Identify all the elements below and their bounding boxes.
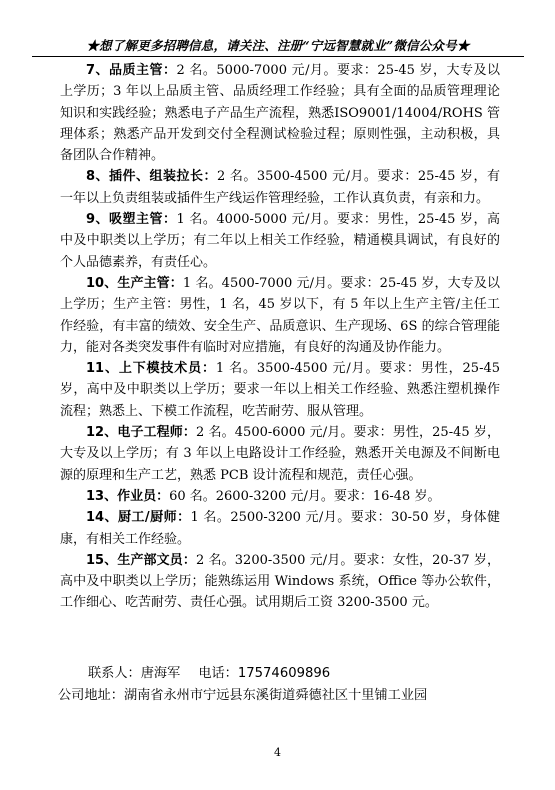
job-detail: 2 名。3500-4500 元/月。要求：25-45 岁，有一年以上负责组装或插件生产线运作管理经验，工作认真负责，有亲和力。 (60, 169, 501, 206)
contact-info (58, 663, 528, 707)
wechat-banner: ★想了解更多招聘信息，请关注、注册“宁远智慧就业”微信公众号★ (86, 38, 470, 53)
job-detail: 1 名。2500-3200 元/月。要求：30-50 岁，身体健康，有相关工作经验。 (60, 510, 500, 547)
job-title: 14、厨工/厨师： (86, 510, 191, 526)
job-title: 13、作业员： (86, 488, 170, 504)
job-detail: 60 名。2600-3200 元/月。要求：16-48 岁。 (169, 488, 441, 504)
job-list (60, 60, 500, 614)
phone-number: 17574609896 (237, 666, 331, 681)
job-detail: 1 名。3500-4500 元/月。要求：男性，25-45 岁，高中及中职类以上学历；要求一年以上相关工作经验、熟悉注塑机操作流程；熟悉上、下模工作流程，吃苦耐劳、服从管理。 (60, 361, 501, 419)
job-item-11 (60, 358, 500, 422)
company-address: 湖南省永州市宁远县东溪街道舜德社区十里铺工业园 (123, 688, 428, 703)
job-item-14 (60, 507, 500, 550)
job-detail: 2 名。4500-6000 元/月。要求：男性，25-45 岁，大专及以上学历；有 3 年以上电路设计工作经验，熟悉开关电源及不间断电源的原理和生产工艺，熟悉 PCB 设计流程和规范，责任心强。 (60, 425, 500, 483)
job-detail: 2 名。5000-7000 元/月。要求：25-45 岁，大专及以上学历；3 年以上品质主管、品质经理工作经验；具有全面的品质管理理论知识和实践经验；熟悉电子产品生产流程，熟悉ISO9001/14004/ROHS 管理体系；熟悉产品开发到交付全程测试检验过程；原则性强，主动积极，具备团队合作精神。 (60, 63, 501, 164)
contact-person: 唐海军 (140, 666, 181, 681)
page-number: 4 (274, 746, 281, 759)
job-title: 8、插件、组装拉长： (86, 169, 217, 185)
job-title: 11、上下模技术员： (86, 361, 216, 377)
job-item-12 (60, 422, 500, 486)
contact-row (88, 663, 528, 685)
job-title: 7、品质主管： (86, 63, 177, 78)
job-item-8 (60, 166, 500, 209)
job-item-13 (60, 486, 500, 507)
phone-label: 电话： (198, 666, 238, 681)
contact-person-label: 联系人： (88, 666, 141, 681)
job-item-10 (60, 273, 500, 358)
job-title: 15、生产部文员： (86, 552, 197, 568)
job-title: 10、生产主管： (86, 275, 183, 291)
address-row (58, 685, 528, 707)
job-item-9 (60, 209, 500, 273)
header-divider (32, 56, 524, 57)
job-detail: 2 名。3200-3500 元/月。要求：女性，20-37 岁，高中及中职类以上学历；能熟练运用 Windows 系统，Office 等办公软件，工作细心、吃苦耐劳、责任心强。试用期后工资 3200-3500 元。 (60, 552, 500, 611)
job-detail: 1 名。4500-7000 元/月。要求：25-45 岁，大专及以上学历；生产主管：男性，1 名，45 岁以下，有 5 年以上生产主管/主任工作经验，有丰富的绩效、安全生产、品质意识、生产现场、6S 的综合管理能力，能对各类突发事件有临时对应措施，有良好的沟通及协作能力。 (60, 275, 500, 355)
job-title: 9、吸塑主管： (86, 212, 177, 228)
job-title: 12、电子工程师： (86, 425, 197, 441)
job-item-15 (60, 550, 500, 614)
job-detail: 1 名。4000-5000 元/月。要求：男性，25-45 岁，高中及中职类以上学历；有二年以上相关工作经验，精通模具调试，有良好的个人品德素养，有责任心。 (60, 212, 501, 270)
job-item-7 (60, 60, 500, 166)
address-label: 公司地址： (58, 688, 124, 703)
